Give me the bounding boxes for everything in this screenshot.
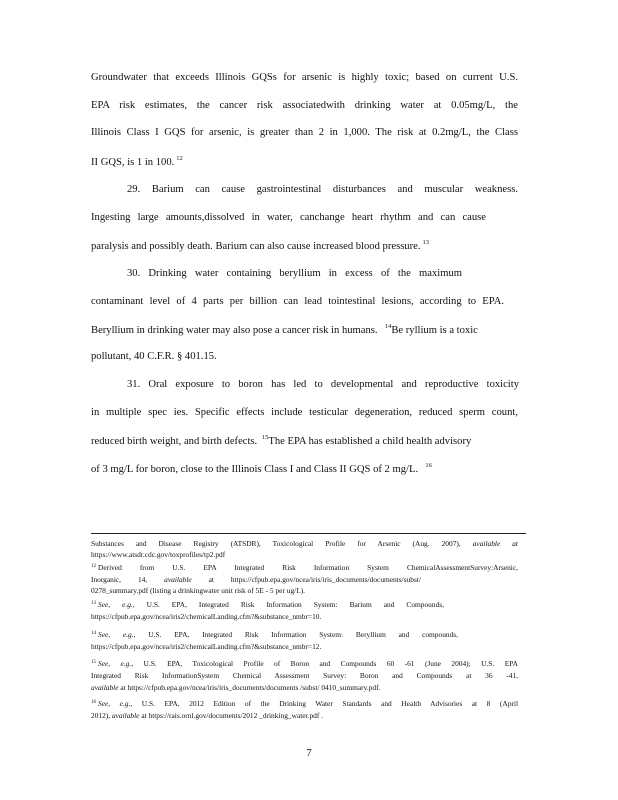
footnote-15-line-1: $^{15}$ See, e.g., U.S. EPA, Toxicological Profile of Boron and Compounds 60 -61 (June 2004); U.S. EPA bbox=[91, 659, 518, 668]
footnote-continued-line-1: Substances and Disease Registry (ATSDR), Toxicological Profile for Arsenic (Aug. 2007), available at bbox=[91, 539, 518, 548]
footnote-ref-15[interactable]: 15 bbox=[261, 434, 269, 441]
footnote-ref-16[interactable]: 16 bbox=[425, 462, 432, 469]
footnote-14-line-2[interactable]: https://cfpub.epa.gov/ncea/iris2/chemicalLanding.cfm?&substance_nmbr=12. bbox=[91, 642, 322, 651]
footnote-13-line-2[interactable]: https://cfpub.epa.gov/ncea/iris2/chemicalLanding.cfm?&substance_nmbr=10. bbox=[91, 612, 322, 621]
paragraph-30-line-1: 30. Drinking water containing beryllium in excess of the maximum bbox=[127, 268, 462, 279]
footnote-16-line-1: $^{16}$ See, e.g., U.S. EPA, 2012 Edition of the Drinking Water Standards and Health Advisories at 8 (April bbox=[91, 699, 518, 708]
footnote-ref-13[interactable]: 13 bbox=[422, 239, 429, 246]
paragraph-29-line-2: Ingesting large amounts,dissolved in water, canchange heart rhythm and can cause bbox=[91, 212, 486, 223]
paragraph-31-line-3: reduced birth weight, and birth defects. $^{15}$The EPA has established a child health advisory bbox=[91, 434, 472, 447]
footnote-16-line-2: 2012), available at https://rais.ornl.gov/documents/2012 _drinking_water.pdf . bbox=[91, 711, 323, 720]
paragraph-29-line-1: 29. Barium can cause gastrointestinal disturbances and muscular weakness. bbox=[127, 184, 518, 195]
paragraph-30-line-2: contaminant level of 4 parts per billion can lead tointestinal lesions, according to EPA. bbox=[91, 296, 504, 307]
paragraph-31-line-1: 31. Oral exposure to boron has led to developmental and reproductive toxicity bbox=[127, 379, 519, 390]
footnote-12-line-2: Inorganic, 14, available at https://cfpub.epa.gov/ncea/iris/iris_documents/documents/subst/ bbox=[91, 575, 421, 584]
footnote-15-line-2: Integrated Risk InformationSystem Chemical Assessment Survey: Boron and Compounds at 36 -41, bbox=[91, 671, 518, 680]
paragraph-30-line-4: pollutant, 40 C.F.R. § 401.15. bbox=[91, 351, 217, 362]
body-line-1: Groundwater that exceeds Illinois GQSs for arsenic is highly toxic; based on current U.S. bbox=[91, 72, 518, 83]
footnote-continued-line-2[interactable]: https://www.atsdr.cdc.gov/toxprofiles/tp2.pdf bbox=[91, 550, 226, 559]
page-number: 7 bbox=[306, 747, 312, 759]
paragraph-31-line-4: of 3 mg/L for boron, close to the Illinois Class I and Class II GQS of 2 mg/L. $^{16}$ bbox=[91, 462, 432, 475]
footnote-13-line-1: $^{13}$ See, e.g., U.S. EPA, Integrated Risk Information System: Barium and Compounds, bbox=[91, 600, 444, 609]
body-line-2: EPA risk estimates, the cancer risk associatedwith drinking water at 0.05mg/L, the bbox=[91, 100, 518, 111]
paragraph-30-line-3: Beryllium in drinking water may also pose a cancer risk in humans. $^{14}$Be ryllium is a toxic bbox=[91, 323, 478, 336]
paragraph-31-line-2: in multiple spec ies. Specific effects include testicular degeneration, reduced sperm count, bbox=[91, 407, 518, 418]
footnote-ref-12[interactable]: 12 bbox=[176, 155, 183, 162]
footnote-ref-14[interactable]: 14 bbox=[384, 323, 392, 330]
footnote-14-line-1: $^{14}$ See, e.g., U.S. EPA, Integrated Risk Information System: Beryllium and compounds, bbox=[91, 630, 459, 639]
body-line-3: Illinois Class I GQS for arsenic, is greater than 2 in 1,000. The risk at 0.2mg/L, the Class bbox=[91, 127, 518, 138]
footnote-15-line-3: available at https://cfpub.epa.gov/ncea/iris/iris_documents/documents /subst/ 0410_summary.pdf. bbox=[91, 683, 381, 692]
footnote-12-line-3: 0278_summary.pdf (listing a drinkingwater unit risk of 5E - 5 per ug/L). bbox=[91, 586, 306, 595]
paragraph-29-line-3: paralysis and possibly death. Barium can also cause increased blood pressure. $^{13}$ bbox=[91, 239, 429, 252]
body-line-4: II GQS, is 1 in 100. $^{12}$ bbox=[91, 155, 183, 168]
footnote-12-line-1: $^{12}$ Derived from U.S. EPA Integrated Risk Information System ChemicalAssessmentSurvey:Arsenic, bbox=[91, 563, 518, 572]
footnote-separator bbox=[91, 533, 526, 534]
